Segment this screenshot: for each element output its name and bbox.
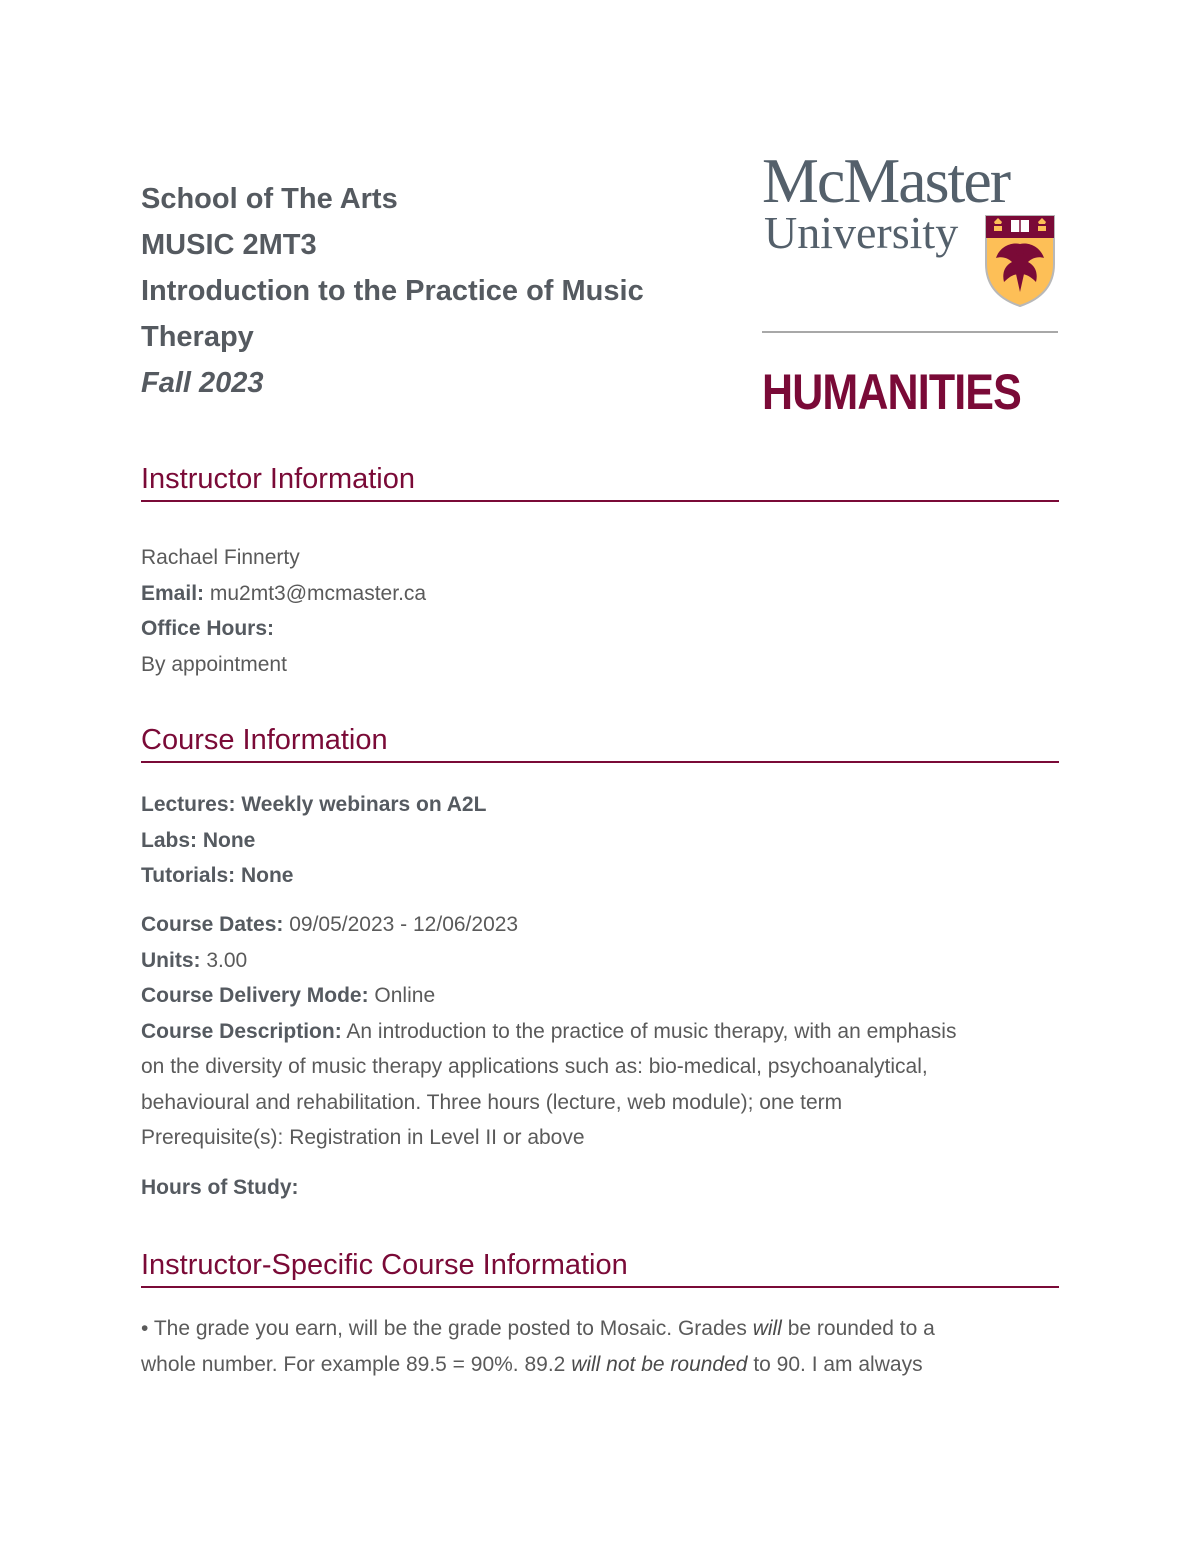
grading-line2-em: will not be rounded <box>571 1352 748 1376</box>
course-term: Fall 2023 <box>141 367 264 399</box>
course-prerequisite: Prerequisite(s): Registration in Level II or above <box>141 1126 585 1149</box>
grading-line1-a: The grade you earn, will be the grade posted to Mosaic. Grades <box>153 1317 747 1340</box>
instructor-specific-heading: Instructor-Specific Course Information <box>141 1247 1059 1288</box>
lectures-line: Lectures: Weekly webinars on A2L <box>141 793 487 816</box>
email-value[interactable]: mu2mt3@mcmaster.ca <box>209 581 427 605</box>
course-description-line2: on the diversity of music therapy applications such as: bio-medical, psychoanalytical, <box>141 1055 928 1078</box>
logo-faculty-humanities: HUMANITIES <box>762 364 1021 420</box>
course-description-label: Course Description: <box>141 1019 342 1043</box>
course-description-text1: An introduction to the practice of music therapy, with an emphasis <box>346 1019 957 1043</box>
course-format-block <box>141 787 1059 894</box>
course-dates-row <box>141 907 1059 943</box>
instructor-information-block <box>141 540 1059 682</box>
delivery-mode-label: Course Delivery Mode: <box>141 984 369 1007</box>
instructor-name: Rachael Finnerty <box>141 546 300 569</box>
course-information-heading: Course Information <box>141 722 1059 763</box>
course-dates-value: 09/05/2023 - 12/06/2023 <box>289 913 519 936</box>
units-row <box>141 943 1059 979</box>
grading-line1-b: be rounded to a <box>787 1317 935 1340</box>
logo-wordmark-university: University <box>764 207 959 258</box>
office-hours-value: By appointment <box>141 652 287 676</box>
mcmaster-humanities-logo <box>762 146 1060 426</box>
units-value: 3.00 <box>206 948 248 972</box>
course-title-line2: Therapy <box>141 321 254 353</box>
crest-icon <box>982 212 1058 308</box>
office-hours-label: Office Hours: <box>141 617 275 640</box>
logo-divider <box>762 331 1058 333</box>
grading-line1-em: will <box>752 1317 782 1340</box>
hours-of-study-label: Hours of Study: <box>141 1176 299 1199</box>
delivery-mode-value: Online <box>374 984 436 1007</box>
course-title-line1: Introduction to the Practice of Music <box>141 275 644 307</box>
grading-line2-a: whole number. For example 89.5 = 90%. 89.2 <box>141 1352 566 1376</box>
title-block <box>141 176 721 406</box>
bullet: • <box>141 1317 149 1340</box>
course-details-block <box>141 907 1059 1156</box>
labs-line: Labs: None <box>141 828 256 852</box>
course-code: MUSIC 2MT3 <box>141 229 317 261</box>
school-name: School of The Arts <box>141 183 398 215</box>
course-description-line3: behavioural and rehabilitation. Three hours (lecture, web module); one term <box>141 1090 843 1114</box>
instructor-email-row <box>141 576 1059 612</box>
instructor-information-heading: Instructor Information <box>141 461 1059 502</box>
hours-of-study-block <box>141 1170 1059 1206</box>
email-label: Email: <box>141 581 205 605</box>
instructor-specific-block <box>141 1311 1059 1382</box>
logo-wordmark-mcmaster: McMaster <box>762 145 1010 216</box>
course-description-line1 <box>141 1014 1059 1050</box>
grading-line2-b: to 90. I am always <box>753 1352 923 1376</box>
delivery-mode-row <box>141 978 1059 1014</box>
units-label: Units: <box>141 948 201 972</box>
tutorials-line: Tutorials: None <box>141 864 294 887</box>
course-dates-label: Course Dates: <box>141 913 284 936</box>
grading-line2 <box>141 1347 1059 1383</box>
grading-line1 <box>141 1311 1059 1347</box>
